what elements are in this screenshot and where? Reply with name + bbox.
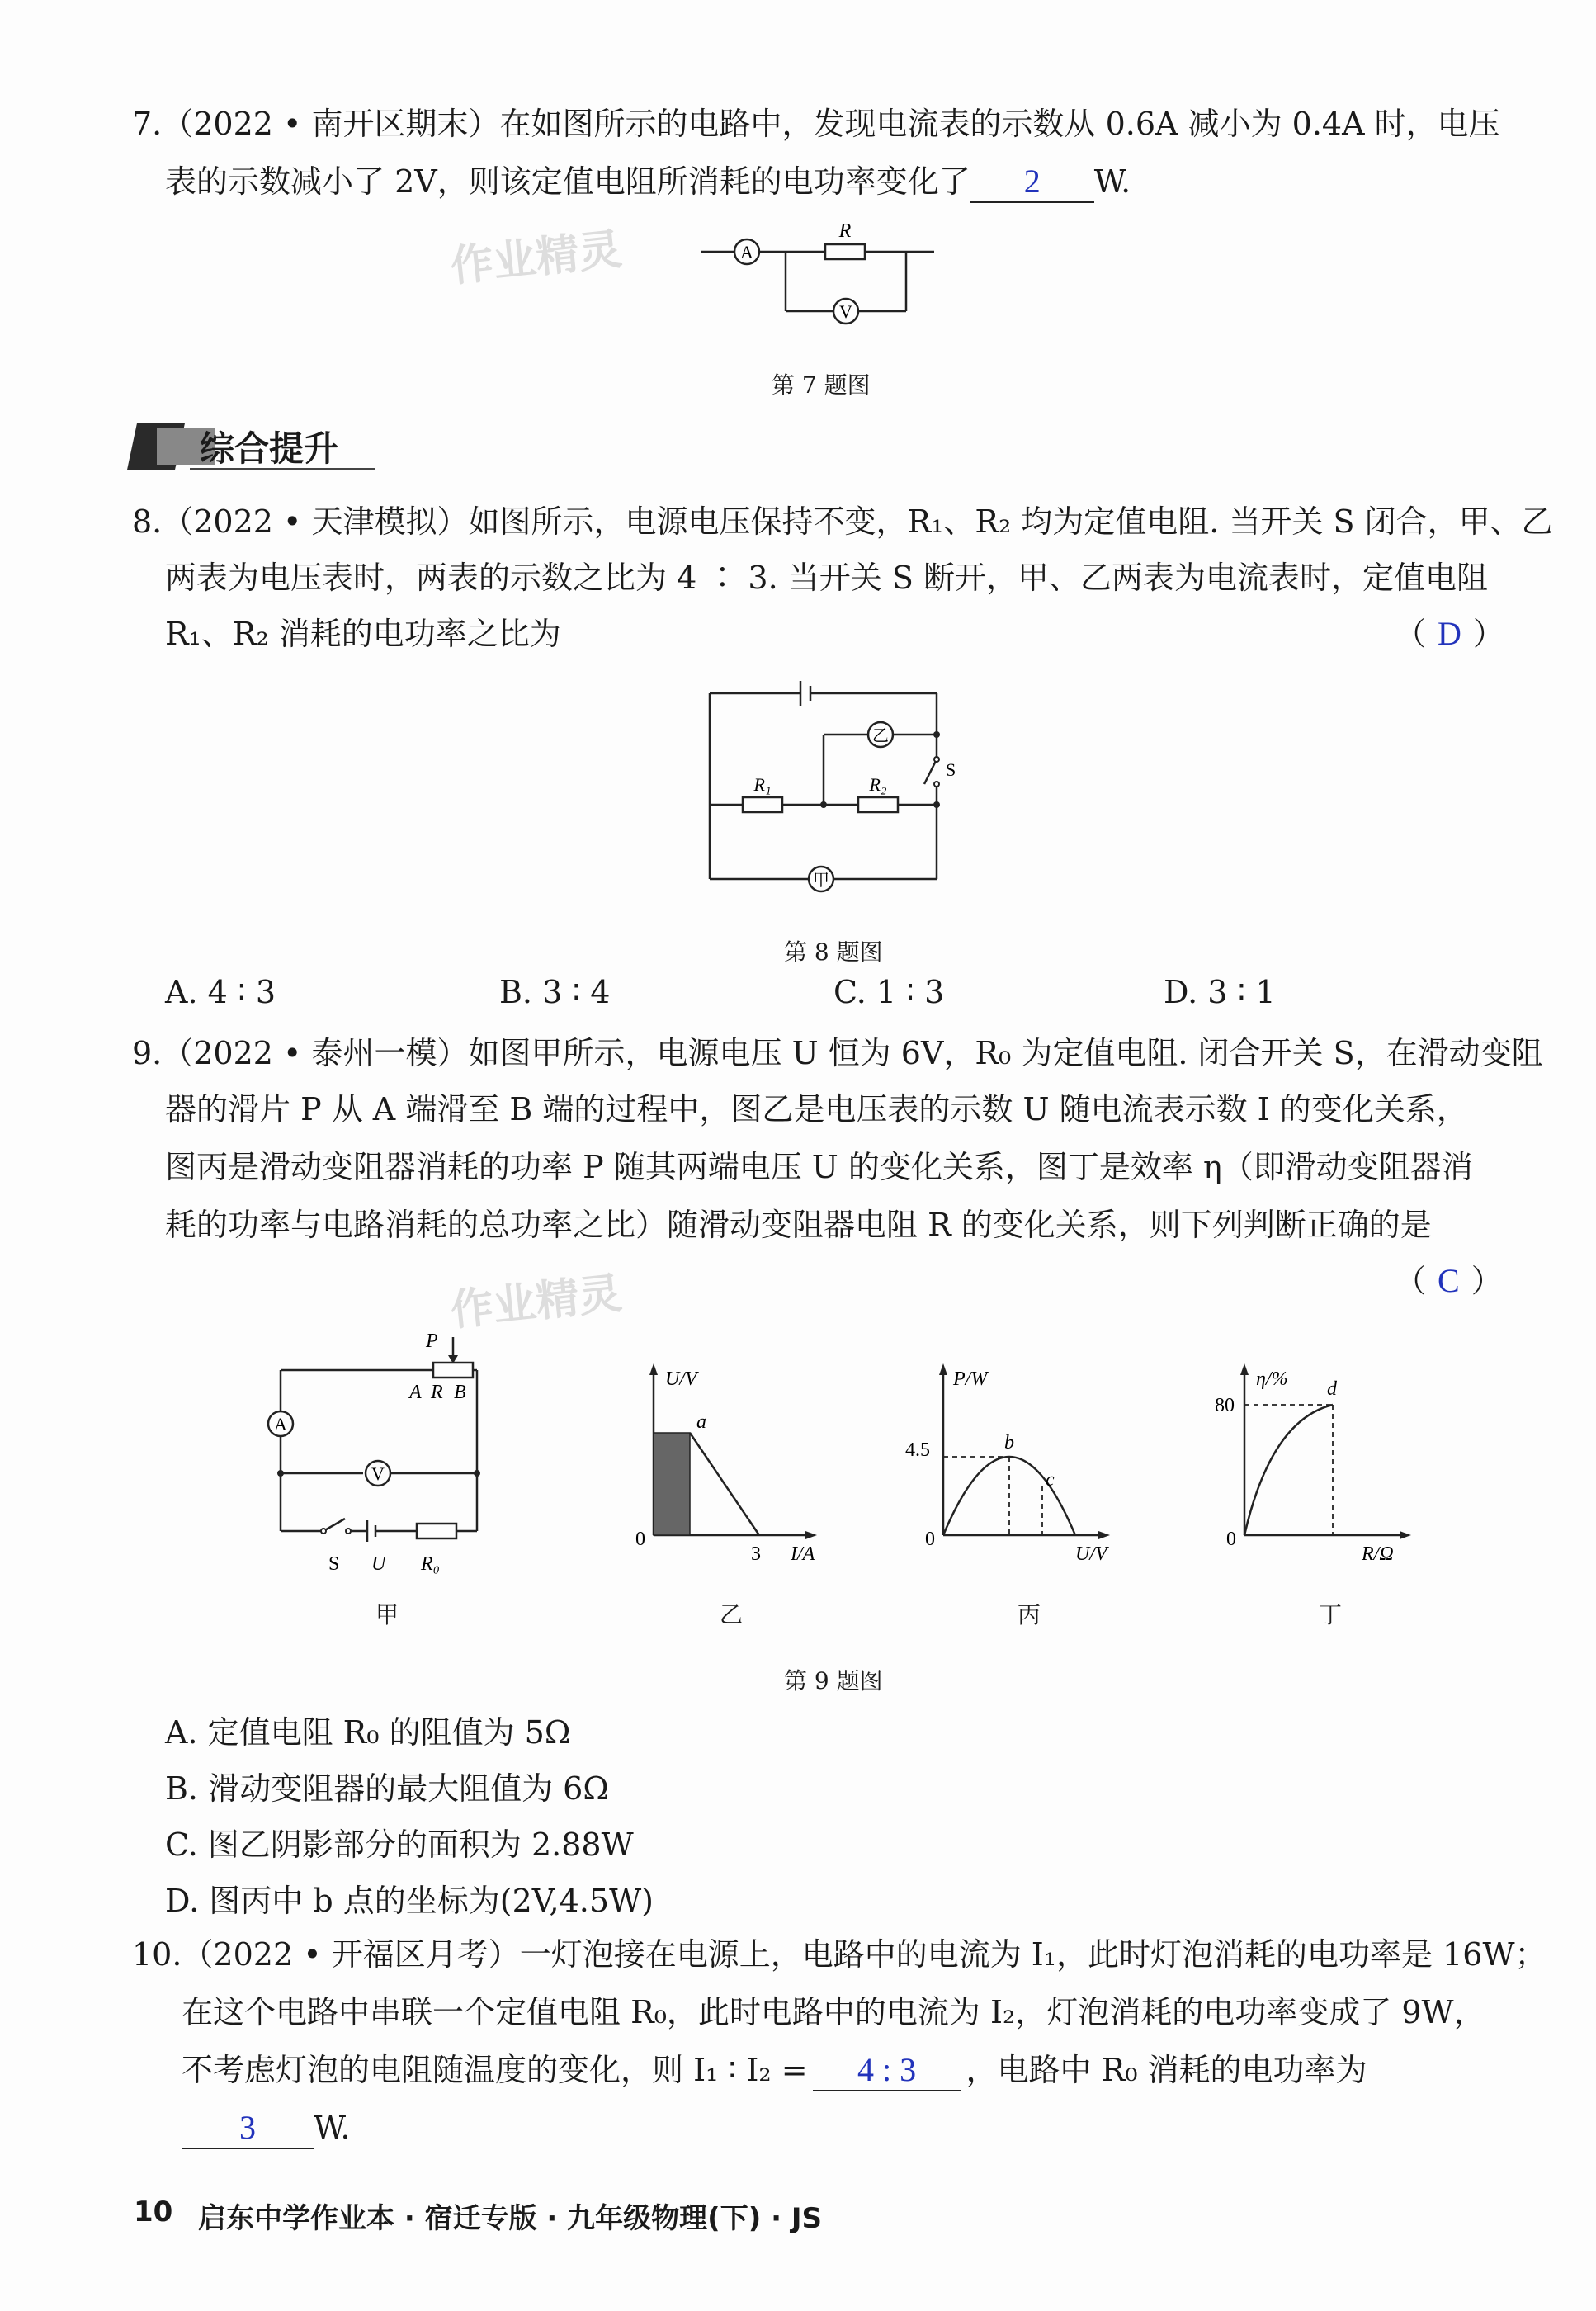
- q9-option-c: C. 图乙阴影部分的面积为 2.88W: [165, 1827, 634, 1863]
- q9-jia-r0-label: R₀: [421, 1553, 441, 1575]
- q8-option-a: A. 4 ∶ 3: [165, 974, 276, 1010]
- q9-bing-point-c: c: [1046, 1469, 1055, 1491]
- q9-fig-label-yi: 乙: [720, 1601, 744, 1628]
- q9-jia-voltmeter-label: V: [371, 1463, 385, 1484]
- q8-circuit: [701, 673, 957, 904]
- q9-fig-ding: [1197, 1354, 1428, 1568]
- q10-line2: 在这个电路中串联一个定值电阻 R₀，此时电路中的电流为 I₂，灯泡消耗的电功率变成了 9W，: [182, 1994, 1485, 2030]
- q8-option-d: D. 3 ∶ 1: [1164, 974, 1276, 1010]
- q8-r1-label: R₁: [753, 774, 772, 795]
- q9-fig-label-bing: 丙: [1018, 1601, 1041, 1628]
- q7-ammeter-label: A: [740, 242, 753, 262]
- q7-line1: 7.（2022 • 南开区期末）在如图所示的电路中，发现电流表的示数从 0.6A 减小为 0.4A 时，电压: [132, 106, 1500, 142]
- q7-answer: 2: [1023, 163, 1041, 200]
- q8-answer-bracket: （ D ）: [1395, 615, 1504, 652]
- q9-fig-jia: [256, 1321, 503, 1585]
- q8-option-b: B. 3 ∶ 4: [499, 974, 611, 1010]
- q9-bing-xlabel: U/V: [1075, 1543, 1107, 1565]
- q7-circuit: [693, 219, 941, 326]
- q10-line3: 不考虑灯泡的电阻随温度的变化，则 I₁ ∶ I₂ = 4 : 3 ，电路中 R₀ 消耗的电功率为: [182, 2050, 1367, 2091]
- q7-caption: 第 7 题图: [772, 371, 871, 399]
- q8-line2: 两表为电压表时，两表的示数之比为 4 ∶ 3. 当开关 S 断开，甲、乙两表为电流表时，定值电阻: [165, 560, 1488, 596]
- q9-caption: 第 9 题图: [784, 1667, 883, 1694]
- q9-line3: 图丙是滑动变阻器消耗的功率 P 随其两端电压 U 的变化关系，图丁是效率 η（即滑动变阻器消: [165, 1149, 1473, 1185]
- q10-line1: 10.（2022 • 开福区月考）一灯泡接在电源上，电路中的电流为 I₁，此时灯泡消耗的电功率是 16W；: [132, 1936, 1546, 1973]
- q7-text: 表的示数减小了 2V，则该定值电阻所消耗的电功率变化了: [165, 163, 970, 200]
- q9-option-d: D. 图丙中 b 点的坐标为(2V,4.5W): [165, 1883, 654, 1919]
- q9-line4: 耗的功率与电路消耗的总功率之比）随滑动变阻器电阻 R 的变化关系，则下列判断正确的是: [165, 1207, 1432, 1243]
- q9-bing-ylabel: P/W: [953, 1368, 988, 1390]
- q9-bing-point-b: b: [1004, 1432, 1014, 1453]
- q9-option-b: B. 滑动变阻器的最大阻值为 6Ω: [165, 1770, 609, 1807]
- q8-meter-jia-label: 甲: [813, 872, 829, 890]
- q9-yi-point-a: a: [696, 1411, 706, 1433]
- q9-yi-shaded-area: [654, 1433, 690, 1535]
- q9-fig-label-ding: 丁: [1319, 1601, 1343, 1628]
- q9-bing-y-tick: 4.5: [905, 1439, 930, 1461]
- q9-jia-p-label: P: [426, 1330, 438, 1352]
- q8-r2-label: R₂: [869, 774, 887, 795]
- watermark: 作业精灵: [448, 1269, 625, 1336]
- q9-line1: 9.（2022 • 泰州一模）如图甲所示，电源电压 U 恒为 6V，R₀ 为定值电阻. 闭合开关 S，在滑动变阻: [132, 1035, 1543, 1071]
- q8-line3: R₁、R₂ 消耗的电功率之比为: [165, 616, 561, 652]
- q7-resistor-label: R: [838, 220, 852, 242]
- q10-line4: 3 W.: [182, 2108, 351, 2149]
- q9-ding-xlabel: R/Ω: [1362, 1543, 1394, 1565]
- q7-line2: [165, 162, 1131, 203]
- q9-ding-origin: 0: [1226, 1529, 1236, 1550]
- q8-meter-yi-label: 乙: [872, 727, 889, 745]
- q9-jia-ammeter-label: A: [274, 1414, 287, 1434]
- q9-yi-x-tick: 3: [751, 1543, 761, 1565]
- section-title: 综合提升: [200, 428, 339, 469]
- q8-caption: 第 8 题图: [784, 938, 883, 966]
- q8-option-c: C. 1 ∶ 3: [833, 974, 945, 1010]
- q9-fig-label-jia: 甲: [375, 1601, 399, 1628]
- q9-option-a: A. 定值电阻 R₀ 的阻值为 5Ω: [165, 1714, 571, 1751]
- q9-jia-r-label: R: [431, 1382, 443, 1403]
- q7-unit: W.: [1093, 163, 1131, 200]
- q9-answer: C: [1438, 1262, 1460, 1299]
- footer-title: 启东中学作业本 · 宿迁专版 · 九年级物理(下) · JS: [198, 2202, 822, 2235]
- q9-yi-ylabel: U/V: [665, 1368, 697, 1390]
- q9-yi-origin: 0: [635, 1529, 645, 1550]
- q9-jia-b-label: B: [454, 1382, 466, 1403]
- q8-switch-label: S: [946, 759, 956, 780]
- page-number: 10: [134, 2195, 173, 2228]
- q8-line1: 8.（2022 • 天津模拟）如图所示，电源电压保持不变，R₁、R₂ 均为定值电阻. 当开关 S 闭合，甲、乙: [132, 503, 1553, 540]
- q9-ding-y-tick: 80: [1215, 1395, 1235, 1416]
- watermark: 作业精灵: [448, 224, 625, 292]
- q9-yi-xlabel: I/A: [791, 1543, 815, 1565]
- q9-ding-point-d: d: [1327, 1378, 1337, 1400]
- q9-jia-s-label: S: [328, 1553, 340, 1575]
- q9-answer-bracket: （ C ）: [1395, 1262, 1503, 1299]
- q9-fig-yi: [627, 1354, 842, 1568]
- q9-bing-origin: 0: [925, 1529, 935, 1550]
- q9-fig-bing: [895, 1354, 1135, 1568]
- q10-answer1: 4 : 3: [857, 2051, 917, 2088]
- q9-jia-a-label: A: [409, 1382, 422, 1403]
- q7-voltmeter-label: V: [839, 301, 852, 322]
- q8-answer: D: [1438, 615, 1461, 652]
- q9-line2: 器的滑片 P 从 A 端滑至 B 端的过程中，图乙是电压表的示数 U 随电流表示数 I 的变化关系，: [165, 1091, 1468, 1127]
- section-header: [132, 417, 380, 476]
- q10-answer2: 3: [239, 2109, 256, 2146]
- q9-jia-u-label: U: [371, 1553, 386, 1575]
- q9-ding-ylabel: η/%: [1256, 1368, 1288, 1390]
